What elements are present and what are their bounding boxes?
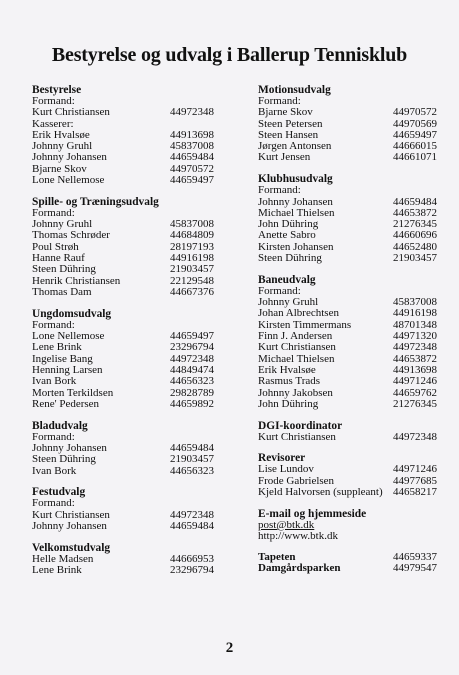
member-name: Henning Larsen xyxy=(32,363,103,376)
member-row xyxy=(32,466,242,477)
member-phone: 44971246 xyxy=(393,463,437,476)
member-name: Ingelise Bang xyxy=(32,352,93,365)
section-festudvalg xyxy=(32,486,242,532)
member-name: Bjarne Skov xyxy=(258,106,313,119)
member-name: Morten Terkildsen xyxy=(32,386,114,399)
member-name: Thomas Dam xyxy=(32,285,92,298)
member-row xyxy=(32,565,242,576)
member-name: Steen Petersen xyxy=(258,117,323,130)
member-phone: 44653872 xyxy=(393,206,437,219)
member-phone: 44979547 xyxy=(393,562,437,575)
member-phone: 45837008 xyxy=(170,218,214,231)
member-row xyxy=(32,107,242,118)
member-name: Steen Dühring xyxy=(32,453,96,466)
member-phone: 44913698 xyxy=(170,128,214,141)
section-heading: Bladudvalg xyxy=(32,419,88,432)
member-name: Erik Hvalsøe xyxy=(258,363,316,376)
section-heading: E-mail og hjemmeside xyxy=(258,507,367,520)
member-name: Steen Dühring xyxy=(32,263,96,276)
section-heading: DGI-koordinator xyxy=(258,419,343,432)
member-name: Lise Lundov xyxy=(258,463,314,476)
member-row xyxy=(32,454,242,465)
email-link[interactable]: post@btk.dk xyxy=(258,518,315,531)
member-phone: 44972348 xyxy=(170,106,214,119)
member-name: Formand: xyxy=(32,318,75,331)
member-name: Damgårdsparken xyxy=(258,562,341,575)
member-name: Johnny Johansen xyxy=(32,151,107,164)
member-name: Lone Nellemose xyxy=(32,174,105,187)
page-title: Bestyrelse og udvalg i Ballerup Tennisklub xyxy=(51,44,408,66)
member-phone: 44659484 xyxy=(393,195,437,208)
member-phone: 45837008 xyxy=(393,296,437,309)
member-phone: 44972348 xyxy=(170,508,214,521)
member-name: Thomas Schrøder xyxy=(32,229,110,242)
member-name: Formand: xyxy=(32,430,75,443)
member-name: Johnny Johansen xyxy=(258,195,333,208)
member-phone: 44970572 xyxy=(170,162,214,175)
member-name: Steen Dühring xyxy=(258,252,322,265)
member-name: Lene Brink xyxy=(32,564,82,576)
member-phone: 44849474 xyxy=(170,363,214,376)
member-name: Kurt Jensen xyxy=(258,151,311,164)
member-row xyxy=(258,342,443,353)
member-name: Jørgen Antonsen xyxy=(258,140,332,153)
member-name: Kirsten Johansen xyxy=(258,240,334,253)
section-ungdomsudvalg xyxy=(32,308,242,410)
section-heading: Bestyrelse xyxy=(32,84,82,96)
member-name: Lone Nellemose xyxy=(32,330,105,343)
member-phone: 44916198 xyxy=(393,307,437,320)
right-column xyxy=(258,84,443,584)
member-phone: 22129548 xyxy=(170,274,214,287)
member-phone: 44659484 xyxy=(170,151,214,164)
section-revisorer xyxy=(258,452,443,498)
member-name: Johnny Johansen xyxy=(32,519,107,532)
member-phone: 44972348 xyxy=(393,430,437,443)
member-name: Formand: xyxy=(32,497,75,510)
member-phone: 44659497 xyxy=(170,174,214,187)
member-name: Kurt Christiansen xyxy=(258,341,336,354)
member-name: Rasmus Trads xyxy=(258,375,321,388)
member-row xyxy=(258,253,443,264)
member-phone: 21903457 xyxy=(170,263,214,276)
page-number: 2 xyxy=(225,640,234,656)
member-row xyxy=(32,287,242,298)
section-e-mail-og-hjemmeside xyxy=(258,508,443,543)
member-name: Kurt Christiansen xyxy=(32,508,110,521)
member-phone: 44660696 xyxy=(393,229,437,242)
member-row xyxy=(258,107,443,118)
member-phone: 44659762 xyxy=(393,386,437,399)
member-row xyxy=(258,185,443,196)
member-phone: 44661071 xyxy=(393,151,437,164)
member-phone: 21276345 xyxy=(393,218,437,231)
section-spille-og-traeningsudvalg xyxy=(32,196,242,298)
member-phone: 44970572 xyxy=(393,106,437,119)
member-name: Kasserer: xyxy=(32,117,74,130)
member-name: Formand: xyxy=(258,284,301,297)
member-name: Kjeld Halvorsen (suppleant) xyxy=(258,486,383,499)
member-phone: 28197193 xyxy=(170,240,214,253)
member-phone: 44656323 xyxy=(170,464,214,477)
member-phone: 44659484 xyxy=(170,441,214,454)
left-column xyxy=(32,84,242,586)
member-name: Finn J. Andersen xyxy=(258,330,333,343)
member-name: Hanne Rauf xyxy=(32,252,85,265)
section-heading: Motionsudvalg xyxy=(258,84,331,96)
member-row xyxy=(258,563,443,574)
member-name: Formand: xyxy=(32,95,75,107)
member-name: Formand: xyxy=(258,184,301,197)
member-phone: 44659497 xyxy=(170,330,214,343)
section-heading: Festudvalg xyxy=(32,486,86,499)
member-phone: 44916198 xyxy=(170,252,214,265)
member-phone: 44972348 xyxy=(170,352,214,365)
member-name: Tapeten xyxy=(258,550,296,563)
member-row xyxy=(258,432,443,443)
member-row xyxy=(258,399,443,410)
member-phone: 44659892 xyxy=(170,397,214,410)
member-row xyxy=(32,342,242,353)
member-name: Kurt Christiansen xyxy=(32,106,110,119)
member-name: Michael Thielsen xyxy=(258,352,335,365)
member-phone: 44656323 xyxy=(170,375,214,388)
section-velkomstudvalg xyxy=(32,542,242,577)
member-phone: 44658217 xyxy=(393,486,437,499)
member-row xyxy=(32,376,242,387)
member-name: Lene Brink xyxy=(32,341,82,354)
section-bladudvalg xyxy=(32,420,242,477)
member-phone: 44913698 xyxy=(393,363,437,376)
member-name: Michael Thielsen xyxy=(258,206,335,219)
section-heading: Spille- og Træningsudvalg xyxy=(32,195,159,208)
section-heading: Klubhusudvalg xyxy=(258,173,333,186)
section-heading: Baneudvalg xyxy=(258,273,316,286)
member-phone: 44971246 xyxy=(393,375,437,388)
member-name: Poul Strøh xyxy=(32,240,79,253)
member-name: John Dühring xyxy=(258,397,319,410)
member-name: Formand: xyxy=(32,206,75,219)
member-row xyxy=(32,498,242,509)
member-name: Henrik Christiansen xyxy=(32,274,121,287)
member-name: Frode Gabrielsen xyxy=(258,474,335,487)
member-name: Anette Sabro xyxy=(258,229,316,242)
member-name: Formand: xyxy=(258,95,301,107)
member-name: Steen Hansen xyxy=(258,128,319,141)
member-name: Johnny Gruhl xyxy=(32,218,93,231)
member-phone: 44971320 xyxy=(393,330,437,343)
member-phone: 21276345 xyxy=(393,397,437,410)
section-heading: Ungdomsudvalg xyxy=(32,307,112,320)
member-row xyxy=(258,487,443,498)
member-phone: 44970569 xyxy=(393,117,437,130)
member-phone: 44667376 xyxy=(170,285,214,298)
member-name: Kurt Christiansen xyxy=(258,430,336,443)
member-row xyxy=(32,175,242,186)
member-name: Ivan Bork xyxy=(32,464,77,477)
member-phone: 23296794 xyxy=(170,341,214,354)
section-dgi-koordinator xyxy=(258,420,443,443)
member-phone: 44666015 xyxy=(393,140,437,153)
member-name: http://www.btk.dk xyxy=(258,530,338,543)
member-name: Ivan Bork xyxy=(32,375,77,388)
member-phone: 44977685 xyxy=(393,474,437,487)
section-motionsudvalg xyxy=(258,84,443,164)
member-name: Johnny Gruhl xyxy=(258,296,319,309)
section-bestyrelse xyxy=(32,84,242,186)
member-name: Rene' Pedersen xyxy=(32,397,100,410)
member-name: Johan Albrechtsen xyxy=(258,307,339,320)
member-name: Bjarne Skov xyxy=(32,162,87,175)
member-row xyxy=(32,521,242,532)
member-phone: 44684809 xyxy=(170,229,214,242)
member-phone: 44666953 xyxy=(170,552,214,565)
member-name: Johnny Johansen xyxy=(32,441,107,454)
member-phone: 44659497 xyxy=(393,128,437,141)
member-phone: 23296794 xyxy=(170,564,214,576)
member-row xyxy=(258,531,443,542)
member-row xyxy=(258,152,443,163)
member-phone: 21903457 xyxy=(393,252,437,265)
member-phone: 44972348 xyxy=(393,341,437,354)
member-phone: 44659337 xyxy=(393,550,437,563)
member-phone: 21903457 xyxy=(170,453,214,466)
member-row xyxy=(32,399,242,410)
section-heading: Revisorer xyxy=(258,452,306,465)
member-name: Erik Hvalsøe xyxy=(32,128,90,141)
member-phone: 29828789 xyxy=(170,386,214,399)
member-phone: 44653872 xyxy=(393,352,437,365)
section-baneudvalg xyxy=(258,274,443,410)
section-contacts xyxy=(258,552,443,575)
member-name: Johnny Jakobsen xyxy=(258,386,333,399)
member-name: Helle Madsen xyxy=(32,552,94,565)
member-phone: 44652480 xyxy=(393,240,437,253)
member-name: John Dühring xyxy=(258,218,319,231)
member-name: Johnny Gruhl xyxy=(32,140,93,153)
member-phone: 45837008 xyxy=(170,140,214,153)
member-row xyxy=(32,264,242,275)
member-name: Kirsten Timmermans xyxy=(258,318,352,331)
member-phone: 48701348 xyxy=(393,318,437,331)
section-klubhusudvalg xyxy=(258,173,443,264)
section-heading: Velkomstudvalg xyxy=(32,541,111,554)
member-row xyxy=(258,376,443,387)
member-phone: 44659484 xyxy=(170,519,214,532)
